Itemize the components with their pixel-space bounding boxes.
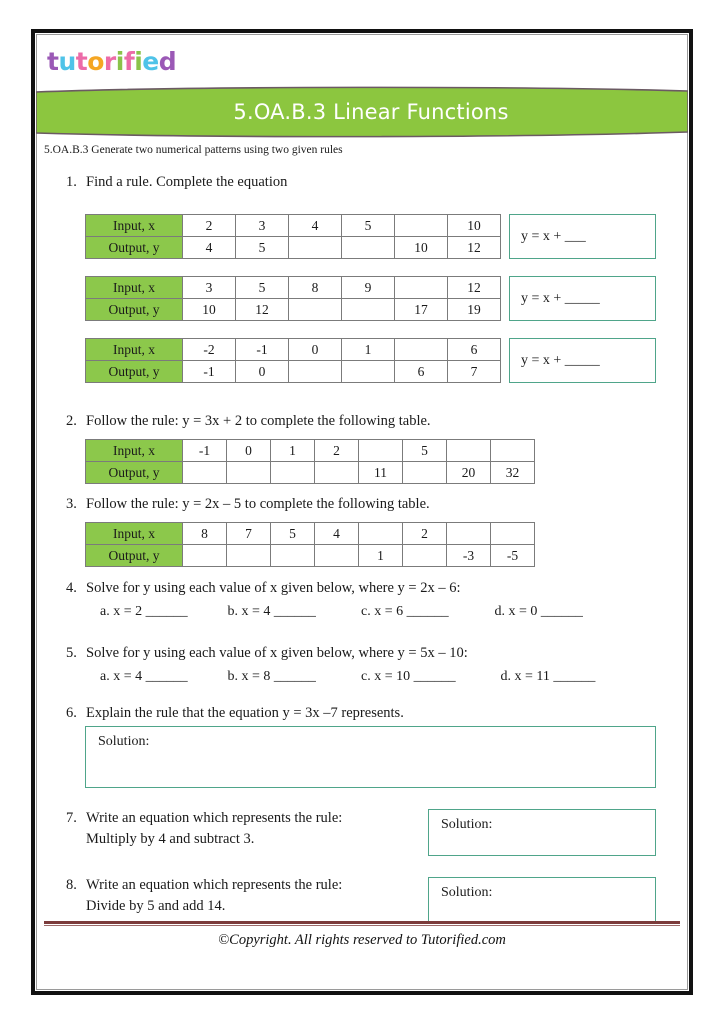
question-2-number: 2. bbox=[66, 413, 77, 429]
cell-output-1[interactable]: 5 bbox=[236, 237, 289, 259]
table-row bbox=[86, 215, 501, 237]
cell-input-2[interactable]: 5 bbox=[271, 523, 315, 545]
worksheet-title: 5.OA.B.3 Linear Functions bbox=[233, 100, 509, 124]
cell-output-3[interactable] bbox=[342, 237, 395, 259]
cell-input-7[interactable] bbox=[491, 440, 535, 462]
cell-output-2[interactable] bbox=[271, 462, 315, 484]
cell-output-5[interactable]: 7 bbox=[448, 361, 501, 383]
question-1-number: 1. bbox=[66, 174, 77, 190]
question-3-number: 3. bbox=[66, 496, 77, 512]
logo-letter-6: f bbox=[123, 47, 135, 76]
cell-output-0[interactable] bbox=[183, 462, 227, 484]
cell-output-4[interactable]: 10 bbox=[395, 237, 448, 259]
cell-input-0[interactable]: 2 bbox=[183, 215, 236, 237]
cell-input-4[interactable] bbox=[395, 339, 448, 361]
cell-input-0[interactable]: 3 bbox=[183, 277, 236, 299]
question-5-item-a[interactable]: a. x = 4 ______ bbox=[100, 669, 188, 684]
cell-output-3[interactable] bbox=[342, 361, 395, 383]
solution-label: Solution: bbox=[441, 817, 493, 832]
cell-output-3[interactable] bbox=[315, 462, 359, 484]
question-5-number: 5. bbox=[66, 645, 77, 661]
logo-letter-2: t bbox=[75, 47, 88, 76]
cell-output-5[interactable]: 19 bbox=[448, 299, 501, 321]
question-5-text: Solve for y using each value of x given below, where y = 5x – 10: bbox=[86, 645, 468, 661]
cell-output-0[interactable] bbox=[183, 545, 227, 567]
row-label-output: Output, y bbox=[86, 237, 183, 259]
equation-text: y = x + ___ bbox=[521, 228, 586, 244]
table-row bbox=[86, 299, 501, 321]
table-row bbox=[86, 462, 535, 484]
question-2-table[interactable] bbox=[85, 439, 535, 484]
logo-letter-7: i bbox=[134, 47, 143, 76]
cell-input-3[interactable]: 2 bbox=[315, 440, 359, 462]
cell-input-5[interactable]: 12 bbox=[448, 277, 501, 299]
logo-letter-1: u bbox=[58, 47, 76, 76]
cell-input-2[interactable]: 4 bbox=[289, 215, 342, 237]
cell-input-2[interactable]: 0 bbox=[289, 339, 342, 361]
question-1-table-3[interactable] bbox=[85, 338, 501, 383]
cell-input-7[interactable] bbox=[491, 523, 535, 545]
row-label-input: Input, x bbox=[86, 440, 183, 462]
cell-output-5[interactable] bbox=[403, 462, 447, 484]
cell-input-2[interactable]: 1 bbox=[271, 440, 315, 462]
standard-description: 5.OA.B.3 Generate two numerical patterns using two given rules bbox=[44, 144, 343, 156]
logo-letter-9: d bbox=[158, 47, 177, 76]
cell-input-5[interactable]: 5 bbox=[403, 440, 447, 462]
cell-input-3[interactable]: 4 bbox=[315, 523, 359, 545]
question-5-items bbox=[100, 669, 595, 685]
row-label-input: Input, x bbox=[86, 215, 183, 237]
question-1-table-2[interactable] bbox=[85, 276, 501, 321]
logo-letter-8: e bbox=[142, 47, 159, 76]
copyright-text: ©Copyright. All rights reserved to Tutorified.com bbox=[218, 932, 506, 948]
question-4-item-d[interactable]: d. x = 0 ______ bbox=[494, 604, 583, 619]
cell-output-2[interactable] bbox=[289, 299, 342, 321]
question-1-equation-box-3[interactable] bbox=[509, 338, 656, 383]
cell-output-6[interactable]: -3 bbox=[447, 545, 491, 567]
cell-output-4[interactable]: 17 bbox=[395, 299, 448, 321]
cell-output-2[interactable] bbox=[289, 361, 342, 383]
table-row bbox=[86, 339, 501, 361]
question-7-solution-box[interactable] bbox=[428, 809, 656, 856]
cell-input-1[interactable]: 3 bbox=[236, 215, 289, 237]
table-row bbox=[86, 277, 501, 299]
cell-input-6[interactable] bbox=[447, 523, 491, 545]
table-row bbox=[86, 523, 535, 545]
cell-input-4[interactable] bbox=[395, 277, 448, 299]
cell-input-1[interactable]: 0 bbox=[227, 440, 271, 462]
cell-input-3[interactable]: 5 bbox=[342, 215, 395, 237]
question-8-text-line2: Divide by 5 and add 14. bbox=[86, 898, 226, 914]
table-row bbox=[86, 440, 535, 462]
solution-label: Solution: bbox=[98, 734, 150, 749]
logo-letter-5: i bbox=[115, 47, 124, 76]
cell-input-5[interactable]: 10 bbox=[448, 215, 501, 237]
cell-input-5[interactable]: 6 bbox=[448, 339, 501, 361]
row-label-input: Input, x bbox=[86, 277, 183, 299]
cell-input-3[interactable]: 9 bbox=[342, 277, 395, 299]
question-6-number: 6. bbox=[66, 705, 77, 721]
row-label-input: Input, x bbox=[86, 339, 183, 361]
tutorified-logo bbox=[47, 47, 176, 76]
row-label-output: Output, y bbox=[86, 361, 183, 383]
cell-input-0[interactable]: -2 bbox=[183, 339, 236, 361]
logo-letter-4: r bbox=[103, 47, 116, 76]
cell-output-7[interactable]: -5 bbox=[491, 545, 535, 567]
cell-input-5[interactable]: 2 bbox=[403, 523, 447, 545]
question-2-text: Follow the rule: y = 3x + 2 to complete the following table. bbox=[86, 413, 431, 429]
table-row bbox=[86, 237, 501, 259]
cell-output-4[interactable]: 6 bbox=[395, 361, 448, 383]
cell-output-0[interactable]: 10 bbox=[183, 299, 236, 321]
question-1-text: Find a rule. Complete the equation bbox=[86, 174, 288, 190]
question-6-text: Explain the rule that the equation y = 3x –7 represents. bbox=[86, 705, 404, 721]
question-4-text: Solve for y using each value of x given below, where y = 2x – 6: bbox=[86, 580, 461, 596]
row-label-output: Output, y bbox=[86, 462, 183, 484]
cell-input-4[interactable] bbox=[359, 523, 403, 545]
question-1-table-1[interactable] bbox=[85, 214, 501, 259]
question-4-number: 4. bbox=[66, 580, 77, 596]
cell-output-4[interactable]: 1 bbox=[359, 545, 403, 567]
worksheet-content bbox=[36, 34, 688, 990]
question-5-item-b[interactable]: b. x = 8 ______ bbox=[227, 669, 316, 684]
table-row bbox=[86, 361, 501, 383]
cell-input-1[interactable]: -1 bbox=[236, 339, 289, 361]
logo-letter-3: o bbox=[87, 47, 104, 76]
cell-input-4[interactable] bbox=[359, 440, 403, 462]
cell-output-1[interactable]: 0 bbox=[236, 361, 289, 383]
row-label-output: Output, y bbox=[86, 545, 183, 567]
question-4-items bbox=[100, 604, 583, 620]
question-7-number: 7. bbox=[66, 810, 77, 826]
cell-input-0[interactable]: -1 bbox=[183, 440, 227, 462]
cell-output-5[interactable]: 12 bbox=[448, 237, 501, 259]
question-5-item-c[interactable]: c. x = 10 ______ bbox=[361, 669, 456, 684]
cell-input-0[interactable]: 8 bbox=[183, 523, 227, 545]
footer-divider bbox=[44, 921, 680, 926]
cell-output-3[interactable] bbox=[342, 299, 395, 321]
question-8-text-line1: Write an equation which represents the rule: bbox=[86, 877, 343, 893]
cell-output-6[interactable]: 20 bbox=[447, 462, 491, 484]
question-8-number: 8. bbox=[66, 877, 77, 893]
cell-input-2[interactable]: 8 bbox=[289, 277, 342, 299]
row-label-input: Input, x bbox=[86, 523, 183, 545]
question-3-text: Follow the rule: y = 2x – 5 to complete the following table. bbox=[86, 496, 430, 512]
equation-text: y = x + _____ bbox=[521, 290, 600, 306]
equation-text: y = x + _____ bbox=[521, 352, 600, 368]
solution-label: Solution: bbox=[441, 885, 493, 900]
question-1-equation-box-2[interactable] bbox=[509, 276, 656, 321]
question-4-item-c[interactable]: c. x = 6 ______ bbox=[361, 604, 449, 619]
title-banner bbox=[36, 86, 688, 138]
cell-input-6[interactable] bbox=[447, 440, 491, 462]
cell-output-1[interactable]: 12 bbox=[236, 299, 289, 321]
question-7-text-line2: Multiply by 4 and subtract 3. bbox=[86, 831, 255, 847]
cell-input-1[interactable]: 7 bbox=[227, 523, 271, 545]
question-3-table[interactable] bbox=[85, 522, 535, 567]
question-7-text-line1: Write an equation which represents the rule: bbox=[86, 810, 343, 826]
cell-input-4[interactable] bbox=[395, 215, 448, 237]
cell-output-4[interactable]: 11 bbox=[359, 462, 403, 484]
cell-output-7[interactable]: 32 bbox=[491, 462, 535, 484]
cell-input-1[interactable]: 5 bbox=[236, 277, 289, 299]
question-8-solution-box[interactable] bbox=[428, 877, 656, 924]
cell-input-3[interactable]: 1 bbox=[342, 339, 395, 361]
question-4-item-a[interactable]: a. x = 2 ______ bbox=[100, 604, 188, 619]
cell-output-0[interactable]: 4 bbox=[183, 237, 236, 259]
logo-letter-0: t bbox=[47, 47, 59, 76]
row-label-output: Output, y bbox=[86, 299, 183, 321]
cell-output-2[interactable] bbox=[271, 545, 315, 567]
question-5-item-d[interactable]: d. x = 11 ______ bbox=[500, 669, 596, 684]
cell-output-1[interactable] bbox=[227, 462, 271, 484]
question-4-item-b[interactable]: b. x = 4 ______ bbox=[227, 604, 316, 619]
question-6-solution-box[interactable] bbox=[85, 726, 656, 788]
cell-output-2[interactable] bbox=[289, 237, 342, 259]
table-row bbox=[86, 545, 535, 567]
cell-output-1[interactable] bbox=[227, 545, 271, 567]
question-1-equation-box-1[interactable] bbox=[509, 214, 656, 259]
cell-output-5[interactable] bbox=[403, 545, 447, 567]
cell-output-0[interactable]: -1 bbox=[183, 361, 236, 383]
cell-output-3[interactable] bbox=[315, 545, 359, 567]
